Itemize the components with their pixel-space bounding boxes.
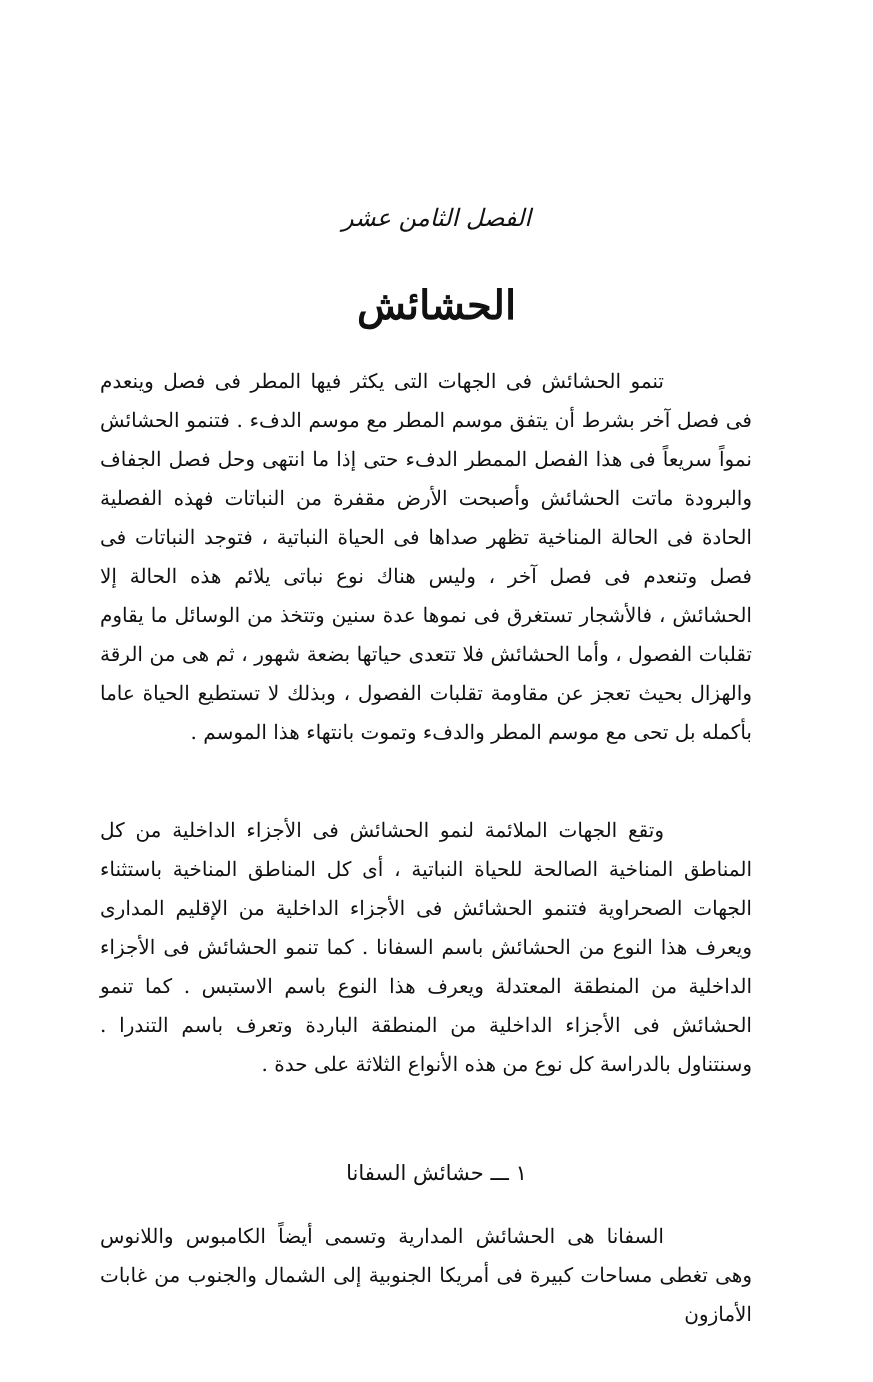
paragraph-text: تنمو الحشائش فى الجهات التى يكثر فيها المطر فى فصل وينعدم فى فصل آخر بشرط أن يتفق موسم المطر مع موسم الدفء . فتنمو الحشائش نمواً سريعاً فى هذا الفصل الممطر الدفء حتى إذا ما انتهى وحل فصل الجفاف والبرودة ماتت الحشائش وأصبحت الأرض مقفرة من النباتات فهذه الفصلية الحادة فى الحالة المناخية تظهر صداها فى الحياة النباتية ، فتوجد النباتات فى فصل وتنعدم فى فصل آخر ، وليس هناك نوع نباتى يلائم هذه الحالة إلا الحشائش ، فالأشجار تستغرق فى نموها عدة سنين وتتخذ من الوسائل ما يقاوم تقلبات الفصول ، وأما الحشائش فلا تتعدى حياتها بضعة شهور ، ثم هى من الرقة والهزال بحيث تعجز عن مقاومة تقلبات الفصول ، وبذلك لا تستطيع الحياة عاما بأكمله بل تحى مع موسم المطر والدفء وتموت بانتهاء هذا الموسم . bbox=[100, 369, 752, 744]
section-heading: ١ ـــ حشائش السفانا bbox=[346, 1161, 527, 1185]
chapter-label: الفصل الثامن عشر bbox=[342, 204, 531, 232]
paragraph-text: وتقع الجهات الملائمة لنمو الحشائش فى الأجزاء الداخلية من كل المناطق المناخية الصالحة للحياة النباتية ، أى كل المناطق المناخية باستثناء الجهات الصحراوية فتنمو الحشائش فى الأجزاء الداخلية من الإقليم المدارى ويعرف هذا النوع من الحشائش باسم السفانا . كما تنمو الحشائش فى الأجزاء الداخلية من المنطقة المعتدلة ويعرف هذا النوع باسم الاستبس . كما تنمو الحشائش فى الأجزاء الداخلية من المنطقة الباردة وتعرف باسم التندرا . وسنتناول بالدراسة كل نوع من هذه الأنواع الثلاثة على حدة . bbox=[100, 818, 752, 1076]
chapter-title: الحشائش bbox=[356, 282, 517, 329]
body-paragraph bbox=[100, 1217, 752, 1334]
paragraph-text: السفانا هى الحشائش المدارية وتسمى أيضاً الكامبوس واللانوس وهى تغطى مساحات كبيرة فى أمريكا الجنوبية إلى الشمال والجنوب من غابات الأمازون bbox=[100, 1224, 752, 1326]
body-paragraph bbox=[100, 362, 752, 752]
body-paragraph bbox=[100, 811, 752, 1084]
